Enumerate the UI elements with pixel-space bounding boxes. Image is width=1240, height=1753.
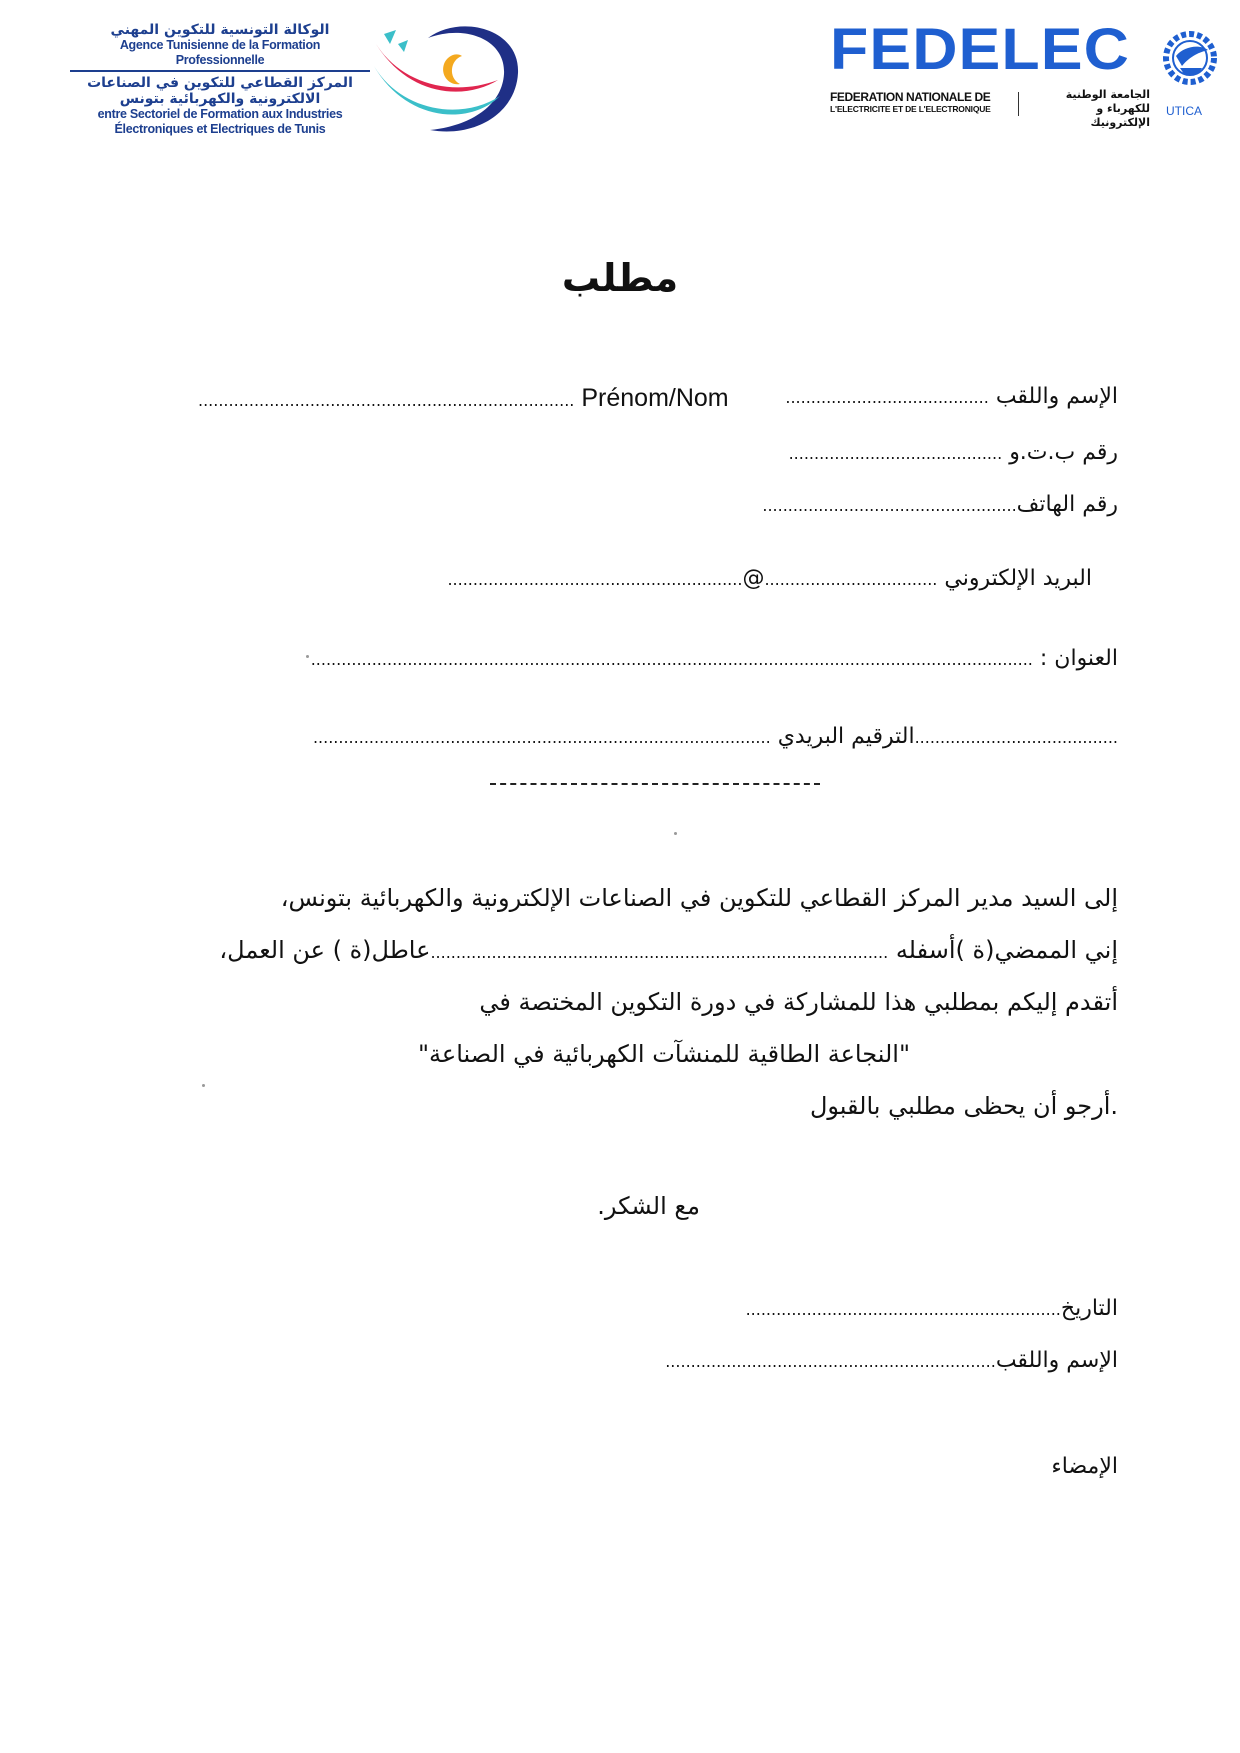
field-name-french[interactable] xyxy=(198,384,729,413)
logo-teal-swoosh xyxy=(374,66,500,115)
logo-crescent xyxy=(443,54,462,84)
name-fr-input[interactable]: .......................................................................... xyxy=(198,391,575,410)
email-user-dots: .................................. xyxy=(764,570,938,589)
fedelec-ar-line-1: الجامعة الوطنية xyxy=(1065,88,1150,101)
email-label: البريد الإلكتروني xyxy=(944,566,1092,591)
logo-navy-arc xyxy=(428,26,518,131)
atfp-swoosh-logo xyxy=(370,18,520,138)
date-input[interactable]: .............................................................. xyxy=(745,1300,1061,1319)
field-name-arabic[interactable] xyxy=(785,384,1118,409)
signature-name-label: الإسم واللقب xyxy=(995,1348,1118,1373)
center-french-name-1: entre Sectoriel de Formation aux Industries xyxy=(97,107,343,121)
email-domain-dots: .......................................................... xyxy=(447,570,743,589)
postal-label: الترقيم البريدي xyxy=(777,724,915,749)
scan-speck xyxy=(674,832,677,835)
letter-recipient: إلى السيد مدير المركز القطاعي للتكوين في الصناعات الإلكترونية والكهربائية بتونس، xyxy=(280,884,1118,912)
fedelec-french-subtitle xyxy=(830,90,991,114)
field-address[interactable] xyxy=(311,646,1118,671)
postal-input-left[interactable]: .......................................................................................... xyxy=(312,728,771,747)
field-postal-code[interactable] xyxy=(313,724,1118,749)
signature-name-input[interactable]: ................................................................. xyxy=(665,1352,996,1371)
center-french-name-2: Électroniques et Electriques de Tunis xyxy=(114,122,326,136)
fedelec-fr-line-1: FEDERATION NATIONALE DE xyxy=(830,90,991,104)
address-label: العنوان : xyxy=(1039,646,1118,671)
fedelec-arabic-subtitle xyxy=(1040,88,1150,130)
declaration-suffix: عاطل(ة ) عن العمل، xyxy=(219,936,431,964)
atfp-arabic-name: الوكالة التونسية للتكوين المهني xyxy=(110,22,330,38)
utica-label: UTICA xyxy=(1166,104,1202,118)
cin-input[interactable]: .......................................... xyxy=(788,444,1003,463)
field-cin[interactable] xyxy=(789,440,1118,465)
atfp-french-name-1: Agence Tunisienne de la Formation xyxy=(119,38,321,52)
cin-label: رقم ب.ت.و xyxy=(1009,440,1118,465)
letter-thanks: مع الشكر. xyxy=(597,1192,700,1220)
letter-course-title: "النجاعة الطاقية للمنشآت الكهربائية في الصناعة" xyxy=(417,1040,910,1068)
fedelec-fr-line-2: L'ELECTRICITE ET DE L'ELECTRONIQUE xyxy=(830,104,991,114)
phone-input[interactable]: .................................................. xyxy=(762,496,1017,515)
address-input[interactable]: .............................................................................................................................................. xyxy=(310,650,1033,669)
name-ar-label: الإسم واللقب xyxy=(995,384,1118,409)
atfp-divider xyxy=(70,70,370,72)
fedelec-logo-text: FEDELEC xyxy=(830,17,1130,82)
atfp-header xyxy=(70,22,370,137)
scan-speck xyxy=(306,655,309,658)
center-arabic-name-2: الالكترونية والكهربائية بتونس xyxy=(119,91,321,107)
fedelec-divider xyxy=(1018,92,1019,116)
postal-input-right[interactable]: ........................................ xyxy=(914,728,1118,747)
section-separator xyxy=(490,783,820,785)
declaration-prefix: إني الممضي(ة )أسفله xyxy=(895,936,1118,964)
field-email[interactable] xyxy=(447,566,1092,591)
phone-label: رقم الهاتف xyxy=(1016,492,1118,517)
email-at-sign: @ xyxy=(742,566,765,591)
name-ar-input[interactable]: ........................................ xyxy=(785,388,989,407)
email-input[interactable] xyxy=(447,566,937,591)
page-title: مطلب xyxy=(561,256,679,300)
fedelec-ar-line-2: للكهرباء و الإلكترونيك xyxy=(1090,102,1150,129)
center-arabic-name-1: المركز القطاعي للتكوين في الصناعات xyxy=(87,75,353,91)
letter-request: أتقدم إليكم بمطلبي هذا للمشاركة في دورة التكوين المختصة في xyxy=(479,988,1118,1016)
field-signature-name[interactable] xyxy=(665,1348,1118,1373)
field-phone[interactable] xyxy=(762,492,1118,517)
name-fr-label: Prénom/Nom xyxy=(581,384,729,412)
date-label: التاريخ xyxy=(1060,1296,1118,1321)
letter-declaration xyxy=(219,936,1118,964)
logo-teal-arrow-2 xyxy=(398,40,408,52)
utica-gear-icon xyxy=(1158,26,1222,90)
scan-speck xyxy=(202,1084,205,1087)
letter-closing: .أرجو أن يحظى مطلبي بالقبول xyxy=(809,1092,1118,1120)
signature-label: الإمضاء xyxy=(1051,1454,1118,1479)
logo-teal-arrow-1 xyxy=(384,30,396,44)
logo-red-swoosh xyxy=(376,44,498,92)
field-date[interactable] xyxy=(746,1296,1118,1321)
atfp-french-name-2: Professionnelle xyxy=(175,53,265,67)
declaration-name-input[interactable]: .......................................................................................... xyxy=(430,943,889,962)
